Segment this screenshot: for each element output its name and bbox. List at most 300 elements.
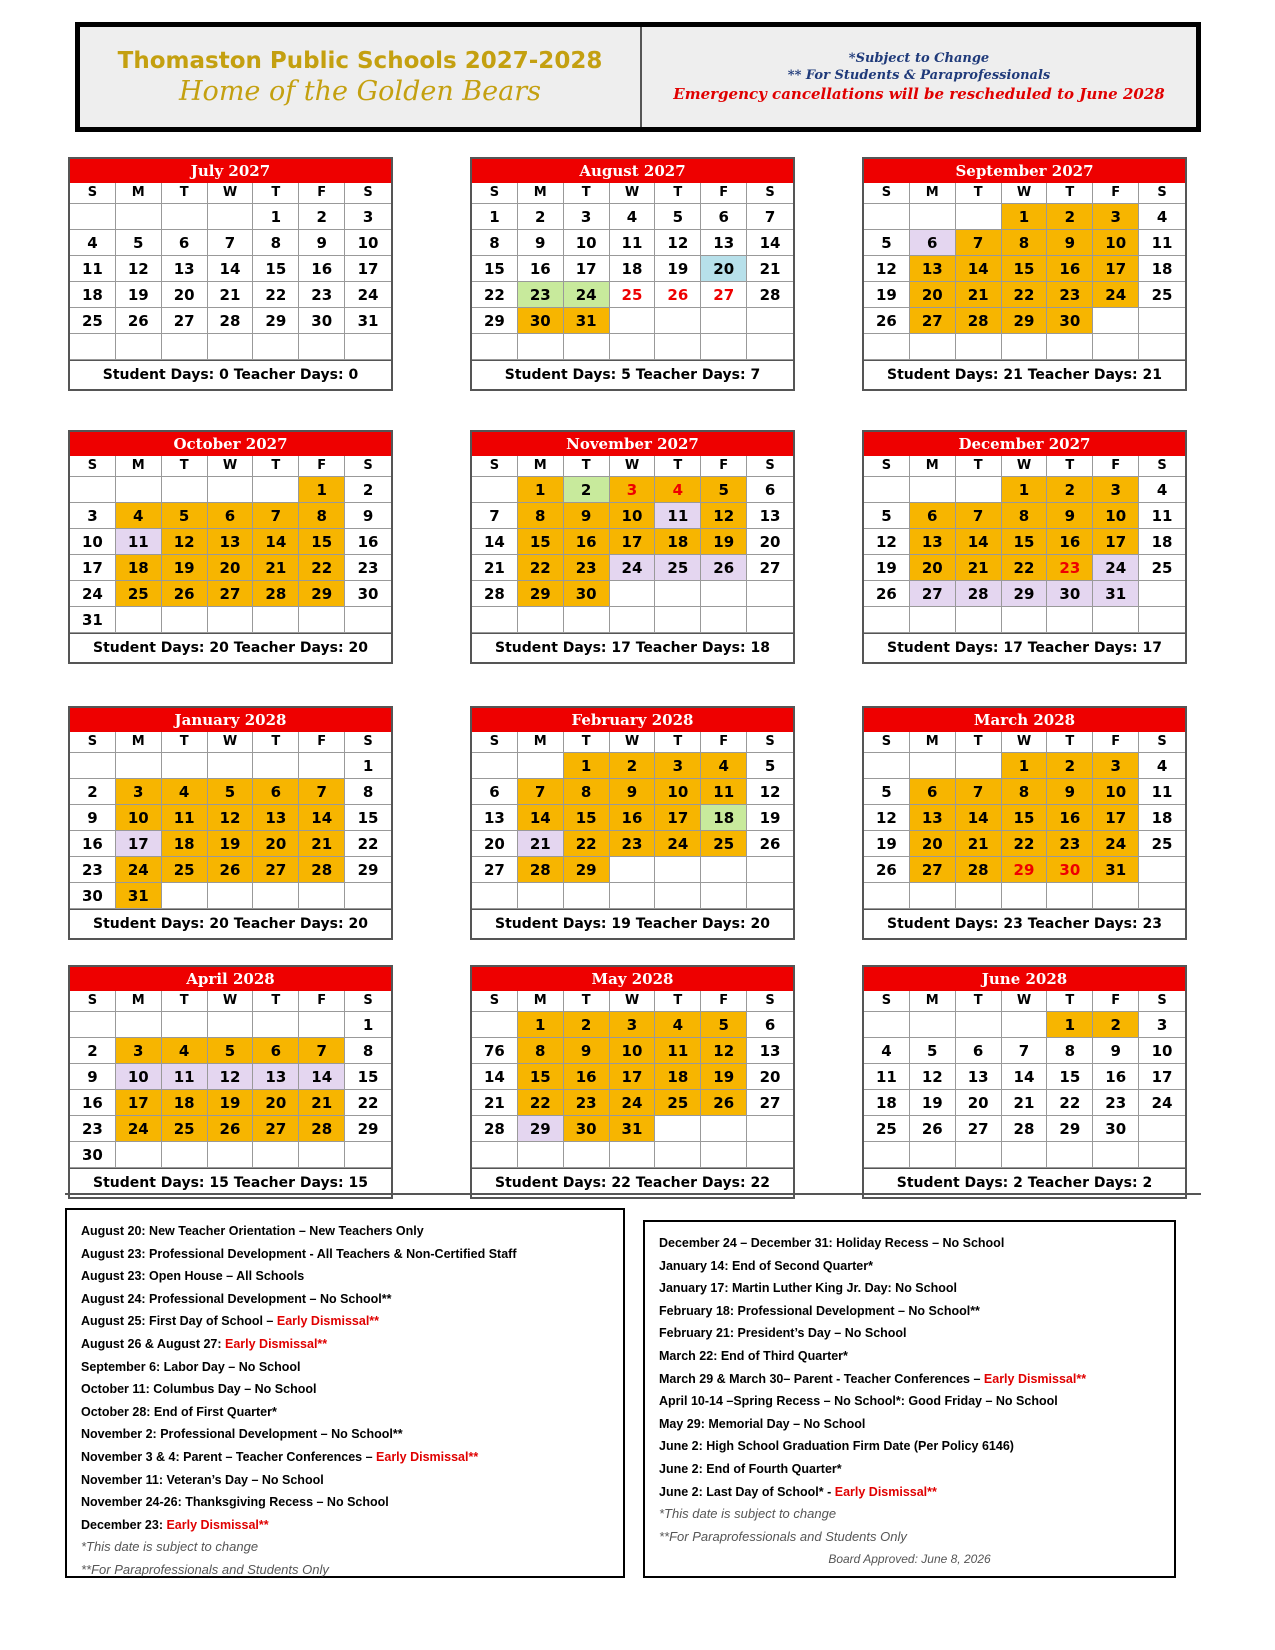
day-cell: 8	[1002, 503, 1048, 529]
day-cell: 11	[655, 1038, 701, 1064]
day-cell: 29	[1002, 308, 1048, 334]
empty-cell	[610, 1142, 656, 1168]
day-cell: 22	[1047, 1090, 1093, 1116]
weekday-header: S	[864, 732, 910, 753]
weekday-header: T	[655, 732, 701, 753]
page-title: Thomaston Public Schools 2027-2028	[117, 47, 603, 74]
day-cell: 21	[518, 831, 564, 857]
legend-right-note-2: **For Paraprofessionals and Students Only	[659, 1528, 907, 1544]
month-calendar	[68, 430, 393, 664]
day-cell: 20	[701, 256, 747, 282]
day-cell: 14	[747, 230, 793, 256]
month-title: November 2027	[472, 432, 793, 456]
empty-cell	[1002, 1142, 1048, 1168]
day-cell: 24	[70, 581, 116, 607]
day-cell: 2	[299, 204, 345, 230]
early-dismissal-label: Early Dismissal**	[225, 1336, 328, 1351]
legend-left-lines	[81, 1220, 609, 1536]
empty-cell	[564, 607, 610, 633]
day-cell: 9	[1047, 779, 1093, 805]
empty-cell	[610, 581, 656, 607]
empty-cell	[655, 857, 701, 883]
day-cell: 11	[162, 1064, 208, 1090]
empty-cell	[1093, 334, 1139, 360]
empty-cell	[956, 204, 1002, 230]
day-cell: 21	[472, 1090, 518, 1116]
day-cell: 29	[1002, 581, 1048, 607]
weekday-header: F	[299, 991, 345, 1012]
legend-right-lines	[659, 1232, 1160, 1503]
weekday-header: F	[299, 183, 345, 204]
day-cell: 6	[910, 779, 956, 805]
early-dismissal-label: Early Dismissal**	[834, 1484, 937, 1499]
day-cell: 28	[956, 857, 1002, 883]
day-cell: 11	[1139, 503, 1185, 529]
empty-cell	[208, 607, 254, 633]
weekday-header: T	[655, 991, 701, 1012]
empty-cell	[1047, 1142, 1093, 1168]
day-cell: 14	[472, 1064, 518, 1090]
weekday-header: T	[655, 183, 701, 204]
day-cell: 30	[564, 1116, 610, 1142]
empty-cell	[345, 883, 391, 909]
day-cell: 28	[956, 308, 1002, 334]
day-cell: 4	[162, 1038, 208, 1064]
weekday-header: M	[910, 183, 956, 204]
empty-cell	[655, 308, 701, 334]
month-day-counts: Student Days: 20 Teacher Days: 20	[70, 633, 391, 662]
legend-text: August 23: Open House – All Schools	[81, 1269, 305, 1284]
weekday-header: T	[564, 456, 610, 477]
day-cell: 21	[299, 831, 345, 857]
legend-text: June 2: High School Graduation Firm Date (Per Policy 6146)	[659, 1439, 1014, 1454]
day-cell: 25	[701, 831, 747, 857]
day-cell: 11	[1139, 230, 1185, 256]
weekday-header: M	[116, 456, 162, 477]
day-cell: 23	[70, 1116, 116, 1142]
day-cell: 26	[701, 555, 747, 581]
day-cell: 13	[910, 805, 956, 831]
day-cell: 23	[564, 555, 610, 581]
weekday-header: T	[956, 991, 1002, 1012]
day-cell: 13	[208, 529, 254, 555]
day-cell: 16	[610, 805, 656, 831]
month-calendar	[470, 706, 795, 940]
empty-cell	[564, 883, 610, 909]
empty-cell	[701, 334, 747, 360]
day-cell: 8	[345, 779, 391, 805]
weekday-header: T	[162, 991, 208, 1012]
day-cell: 3	[655, 753, 701, 779]
day-cell: 5	[655, 204, 701, 230]
day-cell: 9	[299, 230, 345, 256]
legend-left-note-1: *This date is subject to change	[81, 1539, 259, 1555]
empty-cell	[299, 753, 345, 779]
legend-item	[81, 1378, 609, 1401]
empty-cell	[864, 477, 910, 503]
day-cell: 27	[747, 1090, 793, 1116]
empty-cell	[701, 883, 747, 909]
weekday-header: M	[518, 183, 564, 204]
month-calendar	[862, 157, 1187, 391]
day-cell: 7	[747, 204, 793, 230]
weekday-header: W	[610, 456, 656, 477]
legend-text: August 26 & August 27:	[81, 1336, 225, 1351]
empty-cell	[1093, 1142, 1139, 1168]
empty-cell	[208, 204, 254, 230]
empty-cell	[910, 334, 956, 360]
weekday-header: W	[208, 732, 254, 753]
legend-left	[65, 1208, 625, 1578]
day-cell: 1	[518, 1012, 564, 1038]
day-cell: 14	[208, 256, 254, 282]
day-cell: 10	[116, 805, 162, 831]
day-cell: 3	[70, 503, 116, 529]
weekday-header: S	[864, 991, 910, 1012]
day-cell: 8	[1002, 230, 1048, 256]
day-cell: 19	[864, 831, 910, 857]
day-cell: 22	[1002, 282, 1048, 308]
day-cell: 2	[70, 779, 116, 805]
day-cell: 28	[253, 581, 299, 607]
legend-item	[81, 1243, 609, 1266]
day-cell: 31	[610, 1116, 656, 1142]
day-cell: 30	[1047, 857, 1093, 883]
day-cell: 11	[70, 256, 116, 282]
month-day-counts: Student Days: 5 Teacher Days: 7	[472, 360, 793, 389]
weekday-header: S	[747, 991, 793, 1012]
day-cell: 29	[518, 581, 564, 607]
day-cell: 17	[564, 256, 610, 282]
day-cell: 18	[1139, 529, 1185, 555]
legend-text: March 29 & March 30– Parent - Teacher Conferences –	[659, 1371, 984, 1386]
day-cell: 28	[208, 308, 254, 334]
day-cell: 9	[1093, 1038, 1139, 1064]
legend-text: May 29: Memorial Day – No School	[659, 1416, 866, 1431]
empty-cell	[956, 334, 1002, 360]
day-cell: 10	[1139, 1038, 1185, 1064]
month-calendar	[862, 706, 1187, 940]
empty-cell	[162, 883, 208, 909]
legend-text: February 18: Professional Development – No School**	[659, 1303, 980, 1318]
day-cell: 3	[610, 1012, 656, 1038]
empty-cell	[864, 334, 910, 360]
legend-text: November 24-26: Thanksgiving Recess – No School	[81, 1495, 389, 1510]
legend-item	[81, 1265, 609, 1288]
day-cell: 30	[299, 308, 345, 334]
weekday-header: T	[253, 991, 299, 1012]
day-cell: 28	[472, 581, 518, 607]
day-cell: 27	[910, 308, 956, 334]
month-day-counts: Student Days: 21 Teacher Days: 21	[864, 360, 1185, 389]
empty-cell	[253, 1142, 299, 1168]
empty-cell	[253, 334, 299, 360]
day-cell: 1	[253, 204, 299, 230]
empty-cell	[472, 477, 518, 503]
month-title: February 2028	[472, 708, 793, 732]
empty-cell	[747, 857, 793, 883]
month-day-counts: Student Days: 20 Teacher Days: 20	[70, 909, 391, 938]
empty-cell	[655, 883, 701, 909]
day-cell: 18	[655, 1064, 701, 1090]
weekday-header: M	[518, 732, 564, 753]
weekday-header: S	[472, 183, 518, 204]
month-grid	[864, 456, 1185, 633]
day-cell: 17	[345, 256, 391, 282]
legend-right	[643, 1220, 1176, 1578]
month-grid	[472, 183, 793, 360]
day-cell: 17	[116, 1090, 162, 1116]
empty-cell	[208, 1012, 254, 1038]
empty-cell	[701, 1142, 747, 1168]
month-grid	[70, 732, 391, 909]
day-cell: 29	[472, 308, 518, 334]
day-cell: 12	[701, 503, 747, 529]
day-cell: 15	[1002, 256, 1048, 282]
weekday-header: W	[208, 991, 254, 1012]
day-cell: 12	[208, 1064, 254, 1090]
empty-cell	[1002, 1012, 1048, 1038]
empty-cell	[610, 334, 656, 360]
weekday-header: W	[1002, 183, 1048, 204]
empty-cell	[956, 1012, 1002, 1038]
empty-cell	[518, 1142, 564, 1168]
day-cell: 6	[162, 230, 208, 256]
day-cell: 26	[864, 857, 910, 883]
weekday-header: S	[864, 456, 910, 477]
month-title: October 2027	[70, 432, 391, 456]
day-cell: 14	[956, 529, 1002, 555]
day-cell: 3	[1139, 1012, 1185, 1038]
empty-cell	[910, 883, 956, 909]
day-cell: 11	[655, 503, 701, 529]
day-cell: 26	[864, 308, 910, 334]
board-approved-date: Board Approved: June 8, 2026	[828, 1552, 991, 1567]
empty-cell	[701, 1116, 747, 1142]
weekday-header: S	[472, 991, 518, 1012]
day-cell: 27	[956, 1116, 1002, 1142]
day-cell: 23	[70, 857, 116, 883]
day-cell: 27	[253, 857, 299, 883]
day-cell: 6	[747, 1012, 793, 1038]
day-cell: 19	[864, 282, 910, 308]
day-cell: 3	[564, 204, 610, 230]
legend-text: October 28: End of First Quarter*	[81, 1404, 277, 1419]
day-cell: 18	[162, 1090, 208, 1116]
day-cell: 18	[864, 1090, 910, 1116]
day-cell: 24	[116, 1116, 162, 1142]
day-cell: 11	[610, 230, 656, 256]
day-cell: 17	[610, 1064, 656, 1090]
day-cell: 31	[1093, 581, 1139, 607]
legend-item	[659, 1255, 1160, 1278]
day-cell: 21	[253, 555, 299, 581]
empty-cell	[345, 607, 391, 633]
weekday-header: T	[162, 732, 208, 753]
month-day-counts: Student Days: 17 Teacher Days: 17	[864, 633, 1185, 662]
empty-cell	[162, 607, 208, 633]
early-dismissal-label: Early Dismissal**	[983, 1371, 1087, 1386]
day-cell: 24	[655, 831, 701, 857]
legend-item	[81, 1469, 609, 1492]
legend-item	[659, 1481, 1160, 1504]
day-cell: 14	[299, 805, 345, 831]
early-dismissal-label: Early Dismissal**	[276, 1314, 380, 1329]
legend-text: October 11: Columbus Day – No School	[81, 1382, 317, 1397]
day-cell: 8	[518, 503, 564, 529]
empty-cell	[747, 581, 793, 607]
subject-to-change-note: *Subject to Change	[848, 51, 990, 66]
empty-cell	[472, 1012, 518, 1038]
weekday-header: M	[910, 732, 956, 753]
header-notes-block	[642, 27, 1196, 127]
day-cell: 14	[956, 256, 1002, 282]
day-cell: 7	[472, 503, 518, 529]
day-cell: 15	[345, 805, 391, 831]
day-cell: 28	[472, 1116, 518, 1142]
empty-cell	[253, 477, 299, 503]
day-cell: 9	[70, 1064, 116, 1090]
day-cell: 24	[1093, 282, 1139, 308]
weekday-header: T	[956, 183, 1002, 204]
weekday-header: T	[956, 456, 1002, 477]
empty-cell	[472, 883, 518, 909]
month-grid	[864, 183, 1185, 360]
day-cell: 15	[1002, 805, 1048, 831]
day-cell: 16	[1047, 805, 1093, 831]
day-cell: 1	[472, 204, 518, 230]
empty-cell	[655, 1142, 701, 1168]
empty-cell	[472, 753, 518, 779]
day-cell: 26	[910, 1116, 956, 1142]
day-cell: 16	[564, 529, 610, 555]
day-cell: 13	[472, 805, 518, 831]
month-day-counts: Student Days: 2 Teacher Days: 2	[864, 1168, 1185, 1197]
weekday-header: M	[116, 732, 162, 753]
day-cell: 7	[299, 779, 345, 805]
day-cell: 3	[1093, 204, 1139, 230]
day-cell: 3	[1093, 753, 1139, 779]
day-cell: 30	[1047, 308, 1093, 334]
empty-cell	[1093, 308, 1139, 334]
day-cell: 12	[701, 1038, 747, 1064]
empty-cell	[253, 883, 299, 909]
empty-cell	[701, 857, 747, 883]
day-cell: 27	[910, 857, 956, 883]
day-cell: 10	[70, 529, 116, 555]
weekday-header: S	[345, 732, 391, 753]
day-cell: 23	[518, 282, 564, 308]
weekday-header: S	[1139, 991, 1185, 1012]
day-cell: 16	[299, 256, 345, 282]
day-cell: 27	[208, 581, 254, 607]
empty-cell	[956, 1142, 1002, 1168]
weekday-header: F	[1093, 183, 1139, 204]
weekday-header: S	[472, 732, 518, 753]
day-cell: 29	[564, 857, 610, 883]
day-cell: 8	[299, 503, 345, 529]
empty-cell	[1139, 308, 1185, 334]
day-cell: 1	[1002, 753, 1048, 779]
day-cell: 5	[162, 503, 208, 529]
day-cell: 17	[116, 831, 162, 857]
month-title: August 2027	[472, 159, 793, 183]
empty-cell	[208, 477, 254, 503]
day-cell: 26	[864, 581, 910, 607]
month-title: June 2028	[864, 967, 1185, 991]
day-cell: 12	[747, 779, 793, 805]
legend-right-note-1: *This date is subject to change	[659, 1506, 837, 1522]
day-cell: 27	[910, 581, 956, 607]
day-cell: 13	[701, 230, 747, 256]
day-cell: 3	[116, 1038, 162, 1064]
day-cell: 16	[564, 1064, 610, 1090]
empty-cell	[1093, 607, 1139, 633]
empty-cell	[116, 334, 162, 360]
day-cell: 7	[956, 503, 1002, 529]
legend-item	[81, 1288, 609, 1311]
day-cell: 3	[116, 779, 162, 805]
day-cell: 30	[564, 581, 610, 607]
day-cell: 17	[1093, 256, 1139, 282]
day-cell: 16	[1047, 529, 1093, 555]
weekday-header: S	[345, 991, 391, 1012]
day-cell: 23	[345, 555, 391, 581]
empty-cell	[116, 204, 162, 230]
empty-cell	[472, 334, 518, 360]
day-cell: 6	[253, 779, 299, 805]
empty-cell	[345, 1142, 391, 1168]
header-title-block	[80, 27, 642, 127]
empty-cell	[864, 607, 910, 633]
day-cell: 10	[1093, 230, 1139, 256]
weekday-header: W	[610, 732, 656, 753]
legend-text: November 2: Professional Development – No School**	[81, 1427, 403, 1442]
day-cell: 3	[1093, 477, 1139, 503]
legend-text: April 10-14 –Spring Recess – No School*: Good Friday – No School	[659, 1394, 1058, 1409]
day-cell: 12	[116, 256, 162, 282]
legend-item	[81, 1310, 609, 1333]
day-cell: 14	[956, 805, 1002, 831]
day-cell: 5	[910, 1038, 956, 1064]
weekday-header: S	[747, 456, 793, 477]
day-cell: 4	[655, 477, 701, 503]
empty-cell	[162, 477, 208, 503]
day-cell: 26	[655, 282, 701, 308]
empty-cell	[864, 1142, 910, 1168]
day-cell: 1	[1002, 477, 1048, 503]
day-cell: 17	[655, 805, 701, 831]
day-cell: 5	[864, 779, 910, 805]
legend-text: December 23:	[81, 1517, 167, 1532]
day-cell: 28	[299, 1116, 345, 1142]
day-cell: 27	[747, 555, 793, 581]
day-cell: 25	[1139, 831, 1185, 857]
weekday-header: F	[1093, 732, 1139, 753]
empty-cell	[70, 1012, 116, 1038]
empty-cell	[747, 607, 793, 633]
day-cell: 5	[208, 779, 254, 805]
empty-cell	[70, 753, 116, 779]
weekday-header: T	[162, 183, 208, 204]
day-cell: 19	[701, 529, 747, 555]
weekday-header: T	[1047, 732, 1093, 753]
weekday-header: W	[610, 991, 656, 1012]
divider	[65, 1193, 1201, 1195]
day-cell: 23	[299, 282, 345, 308]
day-cell: 11	[864, 1064, 910, 1090]
weekday-header: T	[162, 456, 208, 477]
